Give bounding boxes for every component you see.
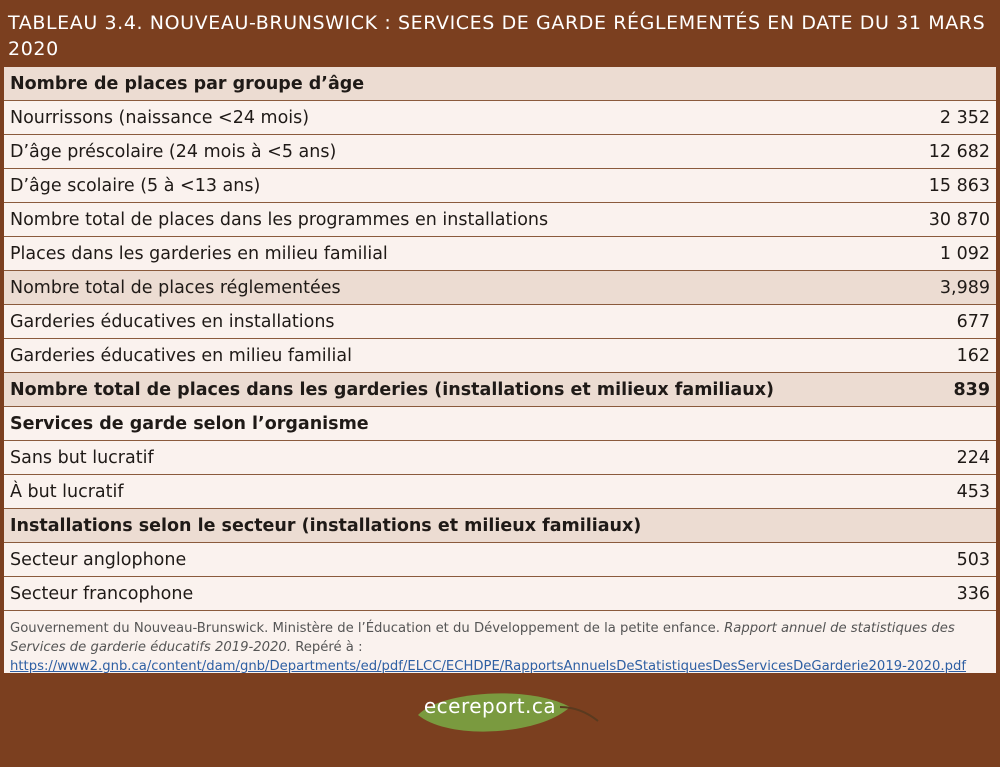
row-value [864,67,996,101]
row-label: Sans but lucratif [4,441,864,475]
row-label: D’âge scolaire (5 à <13 ans) [4,169,864,203]
source-italic-title: Rapport annuel de statistiques des Services de garderie éducatifs 2019-2020. [10,621,955,655]
table-body [4,67,996,611]
row-value: 15 863 [864,169,996,203]
table-row [4,135,996,169]
row-value: 453 [864,475,996,509]
table-row [4,373,996,407]
row-label: Secteur anglophone [4,543,864,577]
row-label: D’âge préscolaire (24 mois à <5 ans) [4,135,864,169]
source-link[interactable]: https://www2.gnb.ca/content/dam/gnb/Departments/ed/pdf/ELCC/ECHDPE/RapportsAnnuelsDeStatistiquesDesServicesDeGarderie2019-2020.pdf [10,659,967,674]
row-value: 224 [864,441,996,475]
row-label: Garderies éducatives en milieu familial [4,339,864,373]
row-label: Services de garde selon l’organisme [4,407,864,441]
row-label: Nombre de places par groupe d’âge [4,67,864,101]
table-row [4,305,996,339]
row-value: 12 682 [864,135,996,169]
table-row [4,271,996,305]
source-prefix: Gouvernement du Nouveau-Brunswick. Ministère de l’Éducation et du Développement de la petite enfance. [10,621,725,636]
row-value: 1 092 [864,237,996,271]
row-label: À but lucratif [4,475,864,509]
row-value: 839 [864,373,996,407]
row-value [864,509,996,543]
table-row [4,407,996,441]
table-row [4,67,996,101]
table-row [4,101,996,135]
table-row [4,441,996,475]
row-label: Nourrissons (naissance <24 mois) [4,101,864,135]
table-title: TABLEAU 3.4. NOUVEAU-BRUNSWICK : SERVICES DE GARDE RÉGLEMENTÉS EN DATE DU 31 MARS 2020 [8,12,986,60]
source-citation [4,611,996,676]
data-table [4,67,996,611]
row-value: 677 [864,305,996,339]
row-value: 503 [864,543,996,577]
row-label: Nombre total de places réglementées [4,271,864,305]
row-value: 2 352 [864,101,996,135]
table-row [4,203,996,237]
row-label: Garderies éducatives en installations [4,305,864,339]
row-value: 3,989 [864,271,996,305]
row-label: Nombre total de places dans les garderies (installations et milieux familiaux) [4,373,864,407]
row-value: 336 [864,577,996,611]
row-value [864,407,996,441]
source-middle: Repéré à : [291,640,363,655]
table-row [4,169,996,203]
row-label: Secteur francophone [4,577,864,611]
row-label: Nombre total de places dans les programmes en installations [4,203,864,237]
logo-text[interactable]: ecereport.ca [423,694,557,718]
row-value: 30 870 [864,203,996,237]
table-row [4,475,996,509]
table-row [4,237,996,271]
row-label: Places dans les garderies en milieu familial [4,237,864,271]
row-value: 162 [864,339,996,373]
table-row [4,543,996,577]
table-row [4,339,996,373]
data-table-panel [4,67,996,673]
table-row [4,509,996,543]
row-label: Installations selon le secteur (installations et milieux familiaux) [4,509,864,543]
table-row [4,577,996,611]
